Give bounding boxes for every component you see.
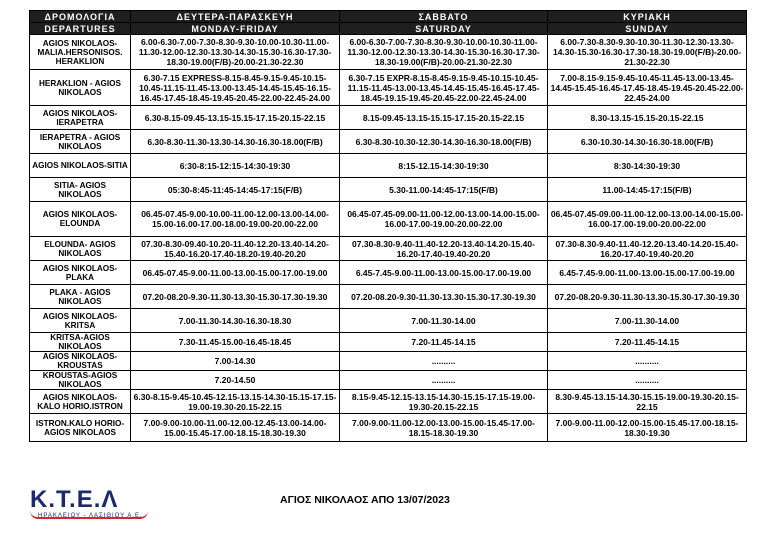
header-sunday-gr: ΚΥΡΙΑΚΗ (548, 11, 747, 23)
weekday-cell: 06.45-07.45-9.00-10.00-11.00-12.00-13.00-14.00-15.00-16.00-17.00-18.00-19.00-20.00-22.00 (131, 202, 340, 237)
schedule-row (30, 154, 747, 178)
ktel-logo-subtitle: ΗΡΑΚΛΕΙΟΥ - ΛΑΣΙΘΙΟΥ Α.Ε. (38, 513, 143, 519)
weekday-cell: 7.30-11.45-15.00-16.45-18.45 (131, 333, 340, 352)
schedule-row (30, 130, 747, 154)
route-cell: AGIOS NIKOLAOS-SITIA (30, 154, 131, 178)
schedule-title: ΑΓΙΟΣ ΝΙΚΟΛΑΟΣ ΑΠΟ 13/07/2023 (280, 494, 450, 506)
schedule-row (30, 390, 747, 414)
sunday-cell: 7.00-11.30-14.00 (548, 309, 747, 333)
ktel-logo (30, 487, 150, 533)
schedule-row (30, 371, 747, 390)
route-cell: AGIOS NIKOLAOS-KALO HORIO.ISTRON (30, 390, 131, 414)
weekday-cell: 7.00-9.00-10.00-11.00-12.00-12.45-13.00-14.00-15.00-15.45-17.00-18.15-18.30-19.30 (131, 414, 340, 442)
weekday-cell: 05:30-8:45-11:45-14:45-17:15(F/B) (131, 178, 340, 202)
saturday-cell: .......... (340, 371, 548, 390)
route-cell: ELOUNDA- AGIOS NIKOLAOS (30, 237, 131, 261)
route-cell: ISTRON.KALO HORIO-AGIOS NIKOLAOS (30, 414, 131, 442)
route-cell: AGIOS NIKOLAOS-KRITSA (30, 309, 131, 333)
header-departures-en: DEPARTURES (30, 23, 131, 35)
sunday-cell: 6.30-10.30-14.30-16.30-18.00(F/B) (548, 130, 747, 154)
timetable (29, 10, 747, 442)
weekday-cell: 06.45-07.45-9.00-11.00-13.00-15.00-17.00-19.00 (131, 261, 340, 285)
weekday-cell: 6.30-8.15-09.45-13.15-15.15-17.15-20.15-22.15 (131, 106, 340, 130)
saturday-cell: 6.30-8.30-10.30-12.30-14.30-16.30-18.00(F/B) (340, 130, 548, 154)
timetable-body (30, 11, 747, 442)
route-cell: AGIOS NIKOLAOS-IERAPETRA (30, 106, 131, 130)
schedule-row (30, 333, 747, 352)
header-departures-gr: ΔΡΟΜΟΛΟΓΙΑ (30, 11, 131, 23)
saturday-cell: 5.30-11.00-14:45-17:15(F/B) (340, 178, 548, 202)
sunday-cell: 7.20-11.45-14.15 (548, 333, 747, 352)
saturday-cell: 07.20-08.20-9.30-11.30-13.30-15.30-17.30-19.30 (340, 285, 548, 309)
schedule-row (30, 202, 747, 237)
weekday-cell: 6.30-8.30-11.30-13.30-14.30-16.30-18.00(F/B) (131, 130, 340, 154)
route-cell: AGIOS NIKOLAOS-ELOUNDA (30, 202, 131, 237)
ktel-logo-text: Κ.Τ.Ε.Λ (30, 486, 119, 513)
weekday-cell: 07.20-08.20-9.30-11.30-13.30-15.30-17.30-19.30 (131, 285, 340, 309)
saturday-cell: 8.15-09.45-13.15-15.15-17.15-20.15-22.15 (340, 106, 548, 130)
sunday-cell: 8:30-14:30-19:30 (548, 154, 747, 178)
weekday-cell: 6:30-8:15-12:15-14:30-19:30 (131, 154, 340, 178)
sunday-cell: 6.45-7.45-9.00-11.00-13.00-15.00-17.00-19.00 (548, 261, 747, 285)
saturday-cell: 6.30-7.15 EXPR-8.15-8.45-9.15-9.45-10.15-10.45-11.15-11.45-13.00-13.45-14.45-15.45-16.45-17.45-18.45-19.15-19.45-20.45-22.00-22.45-24.00 (340, 70, 548, 106)
route-cell: PLAKA - AGIOS NIKOLAOS (30, 285, 131, 309)
saturday-cell: 8:15-12.15-14:30-19:30 (340, 154, 548, 178)
sunday-cell: 7.00-9.00-11.00-12.00-15.00-15.45-17.00-18.15-18.30-19.30 (548, 414, 747, 442)
sunday-cell: 06.45-07.45-09.00-11.00-12.00-13.00-14.00-15.00-16.00-17.00-19.00-20.00-22.00 (548, 202, 747, 237)
sunday-cell: 11.00-14:45-17:15(F/B) (548, 178, 747, 202)
sunday-cell: 6.00-7.30-8.30-9.30-10.30-11.30-12.30-13.30-14.30-15.30-16.30-17.30-18.30-19.00(F/B)-20.00-21.30-22.30 (548, 35, 747, 70)
saturday-cell: 7.00-9.00-11.00-12.00-13.00-15.00-15.45-17.00-18.15-18.30-19.30 (340, 414, 548, 442)
saturday-cell: 06.45-07.45-09.00-11.00-12.00-13.00-14.00-15.00-16.00-17.00-19.00-20.00-22.00 (340, 202, 548, 237)
schedule-row (30, 414, 747, 442)
weekday-cell: 7.00-14.30 (131, 352, 340, 371)
sunday-cell: .......... (548, 371, 747, 390)
header-weekday-en: MONDAY-FRIDAY (131, 23, 340, 35)
route-cell: KROUSTAS-AGIOS NIKOLAOS (30, 371, 131, 390)
sunday-cell: .......... (548, 352, 747, 371)
route-cell: AGIOS NIKOLAOS-KROUSTAS (30, 352, 131, 371)
header-saturday-gr: ΣΑΒΒΑΤΟ (340, 11, 548, 23)
sunday-cell: 07.30-8.30-9.40-11.40-12.20-13.40-14.20-15.40-16.20-17.40-19.40-20.20 (548, 237, 747, 261)
saturday-cell: 7.20-11.45-14.15 (340, 333, 548, 352)
weekday-cell: 6.30-8.15-9.45-10.45-12.15-13.15-14.30-15.15-17.15-19.00-19.30-20.15-22.15 (131, 390, 340, 414)
schedule-row (30, 261, 747, 285)
header-saturday-en: SATURDAY (340, 23, 548, 35)
route-cell: IERAPETRA - AGIOS NIKOLAOS (30, 130, 131, 154)
weekday-cell: 7.20-14.50 (131, 371, 340, 390)
schedule-row (30, 285, 747, 309)
schedule-row (30, 237, 747, 261)
header-sunday-en: SUNDAY (548, 23, 747, 35)
route-cell: SITIA- AGIOS NIKOLAOS (30, 178, 131, 202)
route-cell: AGIOS NIKOLAOS-MALIA.HERSONISOS. HERAKLION (30, 35, 131, 70)
saturday-cell: .......... (340, 352, 548, 371)
saturday-cell: 7.00-11.30-14.00 (340, 309, 548, 333)
weekday-cell: 6.00-6.30-7.00-7.30-8.30-9.30-10.00-10.30-11.00-11.30-12.00-12.30-13.30-14.30-15.30-16.30-17.30-18.30-19.00(F/B)-20.00-21.30-22.30 (131, 35, 340, 70)
sunday-cell: 8.30-13.15-15.15-20.15-22.15 (548, 106, 747, 130)
sunday-cell: 07.20-08.20-9.30-11.30-13.30-15.30-17.30-19.30 (548, 285, 747, 309)
schedule-row (30, 352, 747, 371)
header-weekday-gr: ΔΕΥΤΕΡΑ-ΠΑΡΑΣΚΕΥΗ (131, 11, 340, 23)
header-row-greek (30, 11, 747, 23)
saturday-cell: 6.45-7.45-9.00-11.00-13.00-15.00-17.00-19.00 (340, 261, 548, 285)
schedule-row (30, 178, 747, 202)
sunday-cell: 7.00-8.15-9.15-9.45-10.45-11.45-13.00-13.45-14.45-15.45-16.45-17.45-18.45-19.45-20.45-22.00-22.45-24.00 (548, 70, 747, 106)
route-cell: AGIOS NIKOLAOS-PLAKA (30, 261, 131, 285)
header-row-english (30, 23, 747, 35)
schedule-row (30, 70, 747, 106)
saturday-cell: 07.30-8.30-9.40-11.40-12.20-13.40-14.20-15.40-16.20-17.40-19.40-20.20 (340, 237, 548, 261)
route-cell: HERAKLION - AGIOS NIKOLAOS (30, 70, 131, 106)
sunday-cell: 8.30-9.45-13.15-14.30-15.15-19.00-19.30-20.15-22.15 (548, 390, 747, 414)
weekday-cell: 7.00-11.30-14.30-16.30-18.30 (131, 309, 340, 333)
schedule-row (30, 309, 747, 333)
weekday-cell: 07.30-8.30-09.40-10.20-11.40-12.20-13.40-14.20-15.40-16.20-17.40-18.20-19.40-20.20 (131, 237, 340, 261)
schedule-row (30, 106, 747, 130)
weekday-cell: 6.30-7.15 EXPRESS-8.15-8.45-9.15-9.45-10.15-10.45-11.15-11.45-13.00-13.45-14.45-15.45-16.15-16.45-17.45-18.45-19.45-20.45-22.00-22.45-24.00 (131, 70, 340, 106)
schedule-row (30, 35, 747, 70)
saturday-cell: 8.15-9.45-12.15-13.15-14.30-15.15-17.15-19.00-19.30-20.15-22.15 (340, 390, 548, 414)
logo-swoosh-icon (30, 511, 148, 519)
route-cell: KRITSA-AGIOS NIKOLAOS (30, 333, 131, 352)
saturday-cell: 6.00-6.30-7.00-7.30-8.30-9.30-10.00-10.30-11.00-11.30-12.00-12.30-13.30-14.30-15.30-16.30-17.30-18.30-19.00(F/B)-20.00-21.30-22.30 (340, 35, 548, 70)
